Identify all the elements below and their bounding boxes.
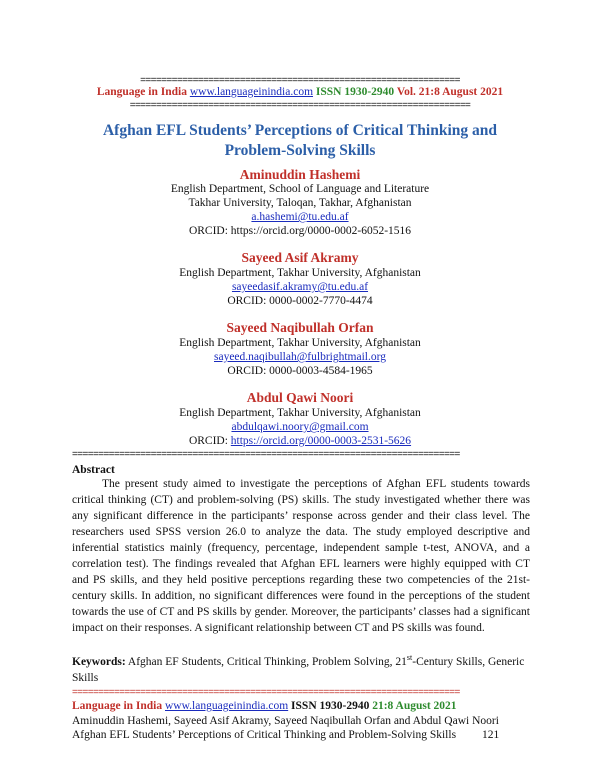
author-email-link[interactable]: sayeed.naqibullah@fulbrightmail.org: [214, 351, 386, 363]
abstract-text: The present study aimed to investigate the perceptions of Afghan EFL students towards critical thinking (CT) and problem-solving (PS) skills. The study investigated whether there was any significant difference in the participants’ response across gender and their class level. The researchers used SPSS version 26.0 to analyze the data. The study employed descriptive and inferential statistics mainly (frequency, percentage, independent sample t-test, ANOVA, and a correlation test). The findings revealed that Afghan EFL learners were highly equipped with CT and PS skills, and they held positive perceptions regarding these two competencies of the 21st-century skills. In addition, no significant differences were found in the perceptions of the student towards the use of CT and PS skills by gender. Moreover, the participants’ classes had a significant impact on their responses. A significant relationship between CT and PS skills was found.: [72, 478, 530, 634]
author-email-row: [0, 350, 600, 364]
author-email-link[interactable]: a.hashemi@tu.edu.af: [251, 211, 349, 223]
header-rule-bottom: =================================================================: [129, 101, 471, 111]
section-divider: ==========================================================================: [72, 450, 460, 460]
author-orcid: ORCID: https://orcid.org/0000-0002-6052-1516: [188, 225, 412, 237]
author-affiliation: English Department, Takhar University, Afghanistan: [179, 267, 421, 279]
journal-issn: ISSN 1930-2940: [315, 86, 395, 98]
author-name: Sayeed Asif Akramy: [241, 250, 359, 265]
footer-authors: Aminuddin Hashemi, Sayeed Asif Akramy, Sayeed Naqibullah Orfan and Abdul Qawi Noori: [72, 715, 499, 727]
journal-name: Language in India: [96, 86, 187, 98]
author-orcid: ORCID: 0000-0002-7770-4474: [227, 295, 373, 307]
footer-issn: ISSN 1930-2940: [291, 700, 370, 712]
paper-title-line-2: Problem-Solving Skills: [224, 142, 376, 159]
author-email-row: [0, 420, 600, 434]
author-email-link[interactable]: sayeedasif.akramy@tu.edu.af: [231, 281, 369, 293]
keywords-text-end: -Century Skills, Generic Skills: [72, 655, 525, 684]
journal-volume: Vol. 21:8 August 2021: [396, 86, 504, 98]
author-name: Abdul Qawi Noori: [246, 390, 354, 405]
abstract-heading: Abstract: [72, 464, 115, 476]
footer-url-link[interactable]: www.languageinindia.com: [165, 700, 289, 712]
footer-date: 21:8 August 2021: [372, 700, 457, 712]
page-number: 121: [482, 729, 500, 741]
author-orcid-link[interactable]: https://orcid.org/0000-0003-2531-5626: [230, 435, 412, 447]
author-orcid-label: ORCID:: [188, 435, 228, 447]
author-name: Aminuddin Hashemi: [239, 167, 361, 182]
footer-title: Afghan EFL Students’ Perceptions of Critical Thinking and Problem-Solving Skills: [72, 729, 457, 741]
journal-header: [0, 86, 600, 98]
author-affiliation: English Department, School of Language and Literature: [170, 183, 430, 195]
author-name: Sayeed Naqibullah Orfan: [226, 320, 374, 335]
keywords-label: Keywords:: [72, 655, 126, 668]
author-email-row: [0, 280, 600, 294]
footer-journal-name: Language in India: [72, 700, 163, 712]
author-orcid: ORCID: 0000-0003-4584-1965: [227, 365, 373, 377]
author-affiliation: English Department, Takhar University, Afghanistan: [179, 407, 421, 419]
journal-url-link[interactable]: www.languageinindia.com: [189, 86, 314, 98]
keywords-text: Afghan EF Students, Critical Thinking, Problem Solving, 21: [125, 655, 407, 668]
header-rule-top: =============================================================: [140, 76, 460, 86]
footer-journal-line: [72, 699, 457, 713]
footer-rule: ==========================================================================: [72, 688, 460, 698]
author-email-row: [0, 210, 600, 224]
author-email-link[interactable]: abdulqawi.noory@gmail.com: [231, 421, 369, 433]
author-affiliation: English Department, Takhar University, Afghanistan: [179, 337, 421, 349]
keywords-superscript: st: [406, 653, 413, 662]
author-orcid-row: [0, 434, 600, 448]
keywords: [72, 650, 530, 686]
author-affiliation: Takhar University, Taloqan, Takhar, Afghanistan: [188, 197, 412, 209]
paper-title-line-1: Afghan EFL Students’ Perceptions of Critical Thinking and: [102, 122, 498, 139]
